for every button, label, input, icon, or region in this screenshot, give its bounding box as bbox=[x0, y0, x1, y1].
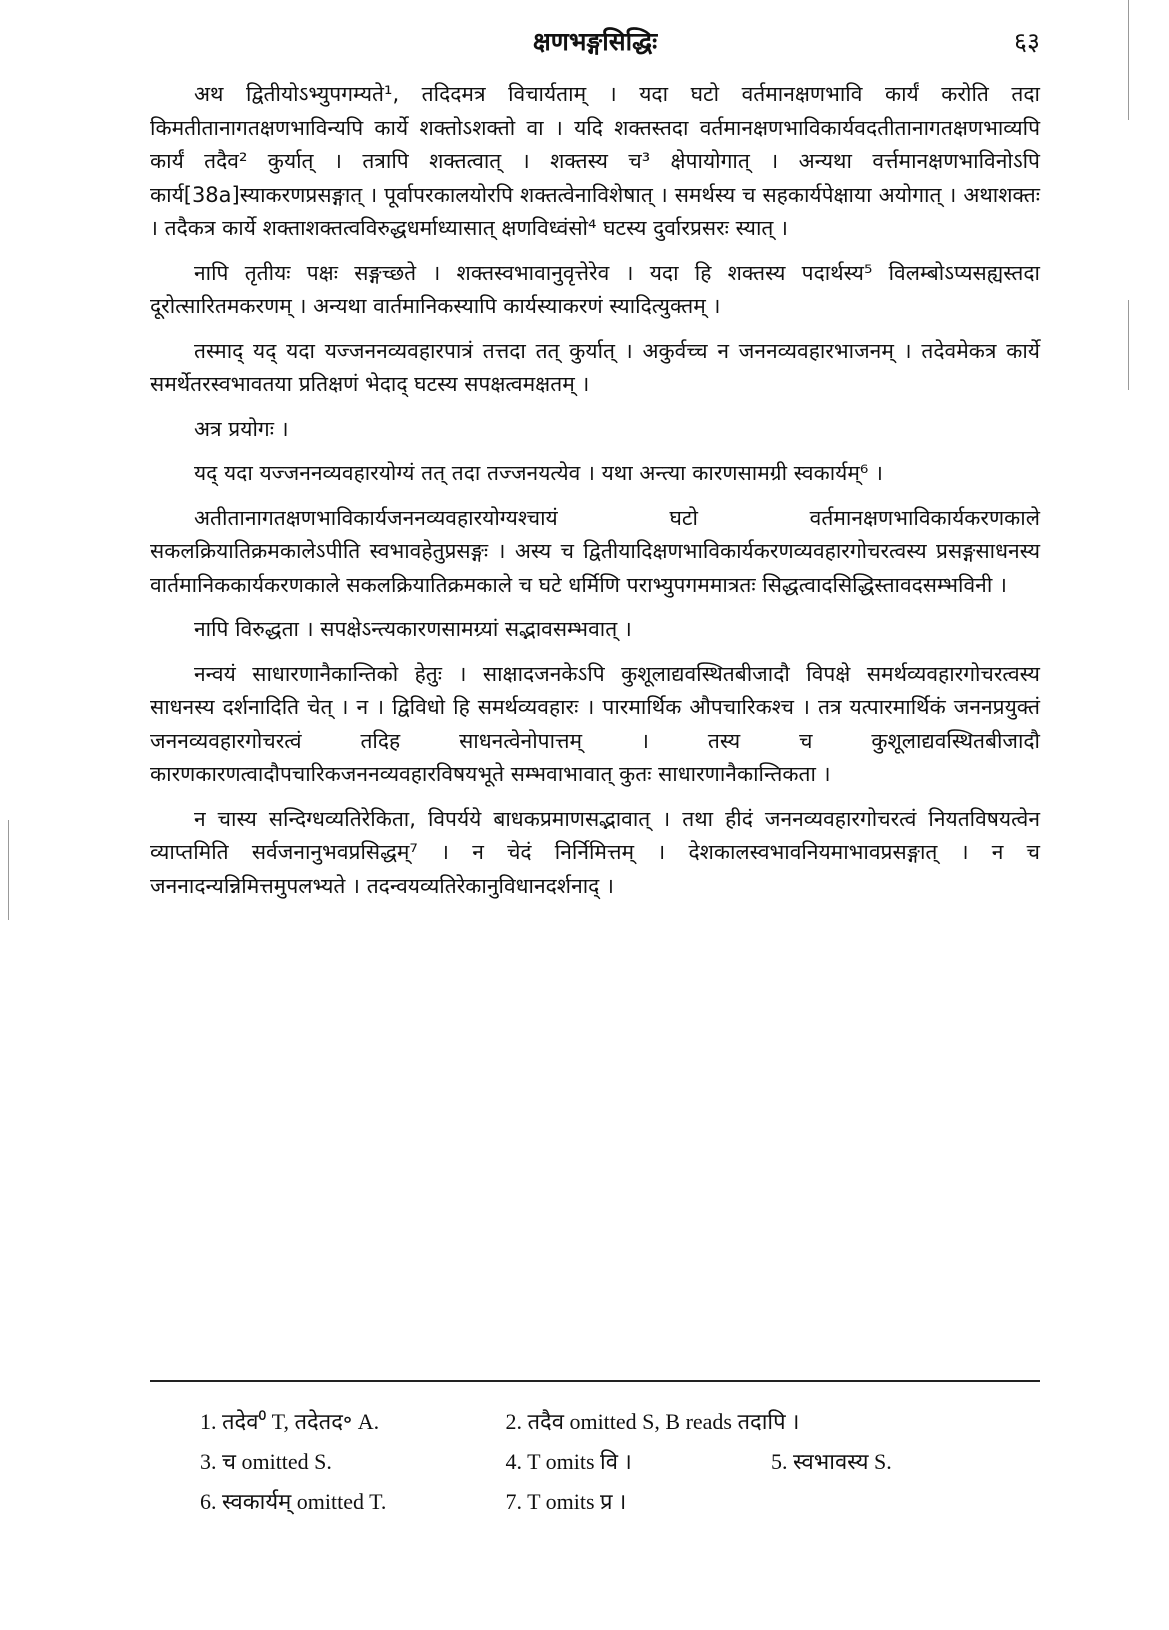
paragraph: तस्माद् यद् यदा यज्जननव्यवहारपात्रं तत्तदा तत् कुर्यात् । अकुर्वच्च न जननव्यवहारभाजनम् । तदेवमेकत्र कार्ये समर्थेतरस्वभावतया प्रतिक्षणं भेदाद् घटस्य सपक्षत्वमक्षतम् । bbox=[150, 338, 1040, 396]
footnote-divider bbox=[150, 1380, 1040, 1382]
scan-edge-mark bbox=[8, 820, 9, 920]
running-title: क्षणभङ्गसिद्धिः bbox=[532, 27, 658, 56]
footnote-row bbox=[200, 1402, 1020, 1442]
scan-edge-mark bbox=[1128, 0, 1129, 120]
paragraph: अत्र प्रयोगः । bbox=[194, 416, 289, 441]
paragraph: नापि विरुद्धता । सपक्षेऽन्त्यकारणसामग्र्यां सद्भावसम्भवात् । bbox=[194, 617, 632, 641]
page-number: ६३ bbox=[1013, 27, 1040, 56]
footnote-row bbox=[200, 1442, 1020, 1482]
page-header bbox=[150, 22, 1040, 62]
paragraph: नापि तृतीयः पक्षः सङ्गच्छते । शक्तस्वभावानुवृत्तेरेव । यदा हि शक्तस्य पदार्थस्य⁵ विलम्बोऽप्यसह्यस्तदा दूरोत्सारितमकरणम् । अन्यथा वार्तमानिकस्यापि कार्यस्याकरणं स्यादित्युक्तम् । bbox=[150, 260, 1040, 318]
footnote-5: 5. स्वभावस्य S. bbox=[771, 1449, 892, 1474]
footnote-2: 2. तदैव omitted S, B reads तदापि । bbox=[505, 1409, 800, 1434]
paragraph: न चास्य सन्दिग्धव्यतिरेकिता, विपर्यये बाधकप्रमाणसद्भावात् । तथा हीदं जननव्यवहारगोचरत्वं नियतविषयत्वेन व्याप्तमिति सर्वजनानुभवप्रसिद्धम्⁷ । न चेदं निर्निमित्तम् । देशकालस्वभावनियमाभावप्रसङ्गात् । न च जननादन्यन्निमित्तमुपलभ्यते । तदन्वयव्यतिरेकानुविधानदर्शनाद् । bbox=[150, 806, 1040, 898]
paragraph: अतीतानागतक्षणभाविकार्यजननव्यवहारयोग्यश्चायं घटो वर्तमानक्षणभाविकार्यकरणकाले सकलक्रियातिक्रमकालेऽपीति स्वभावहेतुप्रसङ्गः । अस्य च द्वितीयादिक्षणभाविकार्यकरणव्यवहारगोचरत्वस्य प्रसङ्गसाधनस्य वार्तमानिककार्यकरणकाले सकलक्रियातिक्रमकाले च घटे धर्मिणि पराभ्युपगममात्रतः सिद्धत्वादसिद्धिस्तावदसम्भविनी । bbox=[150, 505, 1040, 597]
footnote-3: 3. च omitted S. bbox=[200, 1449, 332, 1474]
paragraph: यद् यदा यज्जननव्यवहारयोग्यं तत् तदा तज्जनयत्येव । यथा अन्त्या कारणसामग्री स्वकार्यम्⁶ । bbox=[194, 461, 883, 485]
footnote-7: 7. T omits प्र । bbox=[505, 1489, 627, 1514]
footnote-1: 1. तदेव⁰ T, तदेतद॰ A. bbox=[200, 1409, 380, 1434]
scan-edge-mark bbox=[1128, 300, 1129, 390]
footnote-4: 4. T omits वि । bbox=[505, 1449, 632, 1474]
footnote-row bbox=[200, 1482, 1020, 1522]
paragraph: नन्वयं साधारणानैकान्तिको हेतुः । साक्षादजनकेऽपि कुशूलाद्यवस्थितबीजादौ विपक्षे समर्थव्यवहारगोचरत्वस्य साधनस्य दर्शनादिति चेत् । न । द्विविधो हि समर्थव्यवहारः । पारमार्थिक औपचारिकश्च । तत्र यत्पारमार्थिकं जननप्रयुक्तं जननव्यवहारगोचरत्वं तदिह साधनत्वेनोपात्तम् । तस्य च कुशूलाद्यवस्थितबीजादौ कारणकारणत्वादौपचारिकजननव्यवहारविषयभूते सम्भवाभावात् कुतः साधारणानैकान्तिकता । bbox=[150, 661, 1040, 786]
footnotes bbox=[200, 1402, 1020, 1522]
footnote-6: 6. स्वकार्यम् omitted T. bbox=[200, 1489, 387, 1514]
main-text bbox=[150, 78, 1040, 914]
paragraph: अथ द्वितीयोऽभ्युपगम्यते¹, तदिदमत्र विचार्यताम् । यदा घटो वर्तमानक्षणभावि कार्यं करोति तदा किमतीतानागतक्षणभाविन्यपि कार्ये शक्तोऽशक्तो वा । यदि शक्तस्तदा वर्तमानक्षणभाविकार्यवदतीतानागतक्षणभाव्यपि कार्यं तदैव² कुर्यात् । तत्रापि शक्तत्वात् । शक्तस्य च³ क्षेपायोगात् । अन्यथा वर्त्तमानक्षणभाविनोऽपि कार्य[38a]स्याकरणप्रसङ्गात् । पूर्वापरकालयोरपि शक्तत्वेनाविशेषात् । समर्थस्य च सहकार्यपेक्षाया अयोगात् । अथाशक्तः । तदैकत्र कार्ये शक्ताशक्तत्वविरुद्धधर्माध्यासात् क्षणविध्वंसो⁴ घटस्य दुर्वारप्रसरः स्यात् । bbox=[150, 82, 1040, 240]
